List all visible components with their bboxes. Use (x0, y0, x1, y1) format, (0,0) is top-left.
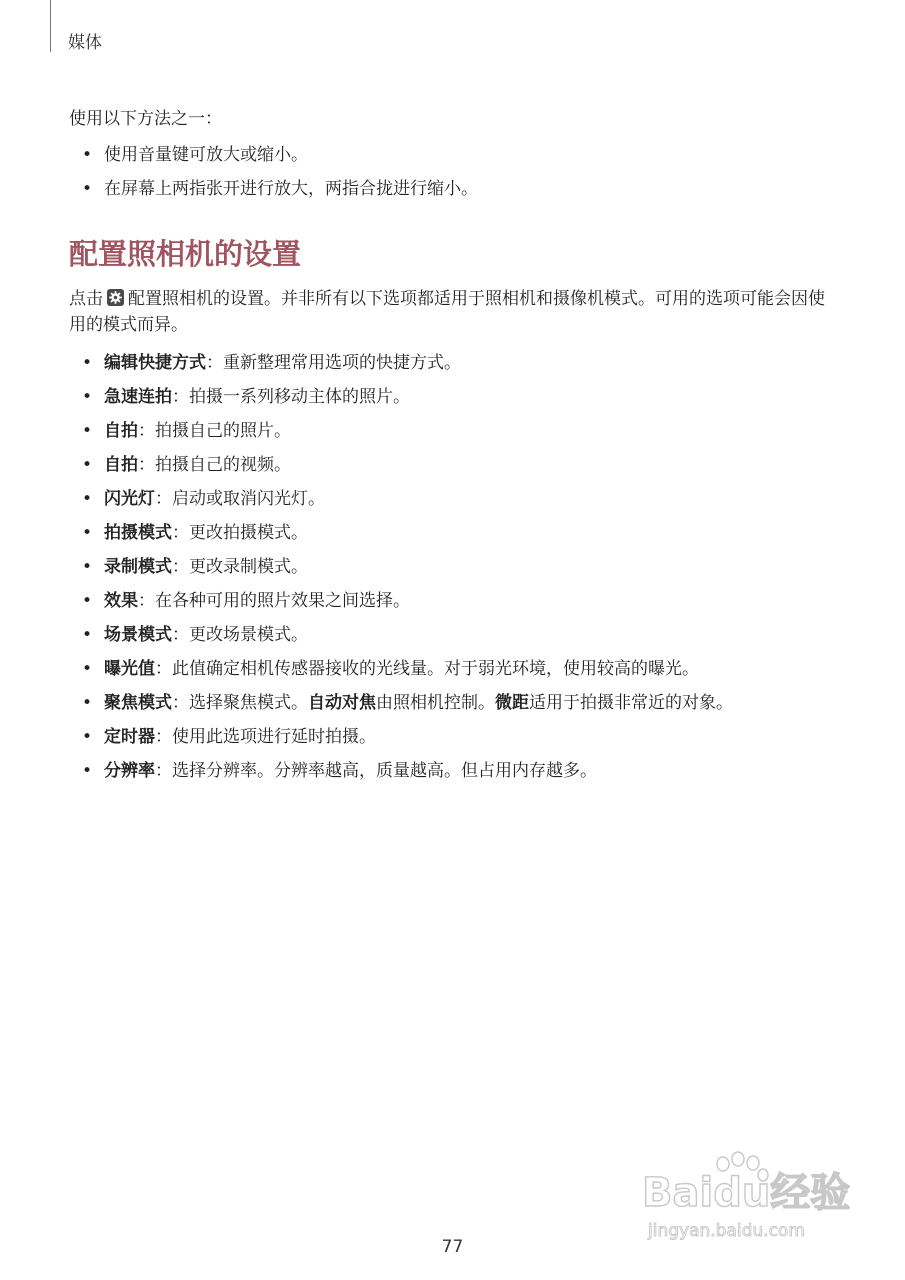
option-separator: ： (155, 761, 172, 781)
bullet-dot: • (82, 145, 93, 165)
option-description: 启动或取消闪光灯。 (172, 489, 325, 509)
option-term: 场景模式 (104, 625, 172, 645)
option-description: 选择分辨率。分辨率越高，质量越高。但占用内存越多。 (172, 761, 597, 781)
bullet-dot: • (82, 455, 93, 475)
settings-intro (69, 286, 839, 338)
option-term: 急速连拍 (104, 387, 172, 407)
bullet-dot: • (82, 659, 93, 679)
option-description: 在各种可用的照片效果之间选择。 (155, 591, 410, 611)
list-item (69, 176, 839, 202)
option-description: 重新整理常用选项的快捷方式。 (223, 353, 461, 373)
option-term: 曝光值 (104, 659, 155, 679)
option-separator: ： (155, 489, 172, 509)
option-term: 聚焦模式 (104, 693, 172, 713)
watermark-brand: Baidu经验 (642, 1170, 851, 1216)
settings-intro-prefix: 点击 (69, 289, 103, 309)
list-item (69, 486, 839, 512)
option-term: 拍摄模式 (104, 523, 172, 543)
bullet-dot: • (82, 179, 93, 199)
list-item (69, 384, 839, 410)
option-description: 拍摄一系列移动主体的照片。 (189, 387, 410, 407)
list-item (69, 724, 839, 750)
list-item (69, 452, 839, 478)
option-separator: ： (138, 421, 155, 441)
bullet-dot: • (82, 727, 93, 747)
option-separator: ： (172, 387, 189, 407)
option-description: 使用此选项进行延时拍摄。 (172, 727, 376, 747)
camera-options-list (69, 350, 839, 784)
bullet-dot: • (82, 625, 93, 645)
watermark-url: jingyan.baidu.com (648, 1221, 805, 1241)
zoom-methods-list (69, 142, 839, 202)
zoom-method-volume-key: 使用音量键可放大或缩小。 (104, 145, 308, 165)
option-separator: ： (138, 591, 155, 611)
bullet-dot: • (82, 591, 93, 611)
option-description: 拍摄自己的照片。 (155, 421, 291, 441)
list-item (69, 690, 839, 716)
option-subterm-macro: 微距 (495, 693, 529, 713)
option-separator: ： (172, 557, 189, 577)
option-term: 录制模式 (104, 557, 172, 577)
bullet-dot: • (82, 353, 93, 373)
header-divider (50, 0, 51, 52)
option-description: 拍摄自己的视频。 (155, 455, 291, 475)
list-item (69, 622, 839, 648)
option-description: 选择聚焦模式。 (189, 693, 308, 713)
option-term: 编辑快捷方式 (104, 353, 206, 373)
running-header: 媒体 (68, 33, 102, 53)
list-item (69, 350, 839, 376)
list-item (69, 142, 839, 168)
settings-intro-text: 配置照相机的设置。并非所有以下选项都适用于照相机和摄像机模式。可用的选项可能会因使用的模式而异。 (69, 289, 825, 335)
gear-icon (107, 289, 124, 306)
page-content (69, 106, 839, 792)
section-title: 配置照相机的设置 (69, 237, 302, 271)
option-term: 分辨率 (104, 761, 155, 781)
option-separator: ： (206, 353, 223, 373)
bullet-dot: • (82, 557, 93, 577)
bullet-dot: • (82, 523, 93, 543)
bullet-dot: • (82, 489, 93, 509)
option-separator: ： (172, 523, 189, 543)
page-number: 77 (441, 1237, 464, 1257)
option-description: 适用于拍摄非常近的对象。 (529, 693, 733, 713)
option-term: 自拍 (104, 421, 138, 441)
bullet-dot: • (82, 421, 93, 441)
bullet-dot: • (82, 693, 93, 713)
list-item (69, 588, 839, 614)
option-description: 更改场景模式。 (189, 625, 308, 645)
bullet-dot: • (82, 387, 93, 407)
option-description: 由照相机控制。 (376, 693, 495, 713)
baidu-jingyan-watermark (640, 1150, 855, 1250)
option-description: 更改拍摄模式。 (189, 523, 308, 543)
option-separator: ： (172, 625, 189, 645)
option-description: 此值确定相机传感器接收的光线量。对于弱光环境，使用较高的曝光。 (172, 659, 699, 679)
option-separator: ： (155, 727, 172, 747)
option-term: 自拍 (104, 455, 138, 475)
list-item (69, 656, 839, 682)
option-term: 闪光灯 (104, 489, 155, 509)
zoom-intro: 使用以下方法之一： (69, 109, 222, 129)
zoom-method-pinch: 在屏幕上两指张开进行放大，两指合拢进行缩小。 (104, 179, 478, 199)
option-separator: ： (155, 659, 172, 679)
option-subterm-autofocus: 自动对焦 (308, 693, 376, 713)
list-item (69, 758, 839, 784)
list-item (69, 520, 839, 546)
option-term: 效果 (104, 591, 138, 611)
option-term: 定时器 (104, 727, 155, 747)
list-item (69, 554, 839, 580)
option-separator: ： (172, 693, 189, 713)
option-separator: ： (138, 455, 155, 475)
list-item (69, 418, 839, 444)
bullet-dot: • (82, 761, 93, 781)
option-description: 更改录制模式。 (189, 557, 308, 577)
